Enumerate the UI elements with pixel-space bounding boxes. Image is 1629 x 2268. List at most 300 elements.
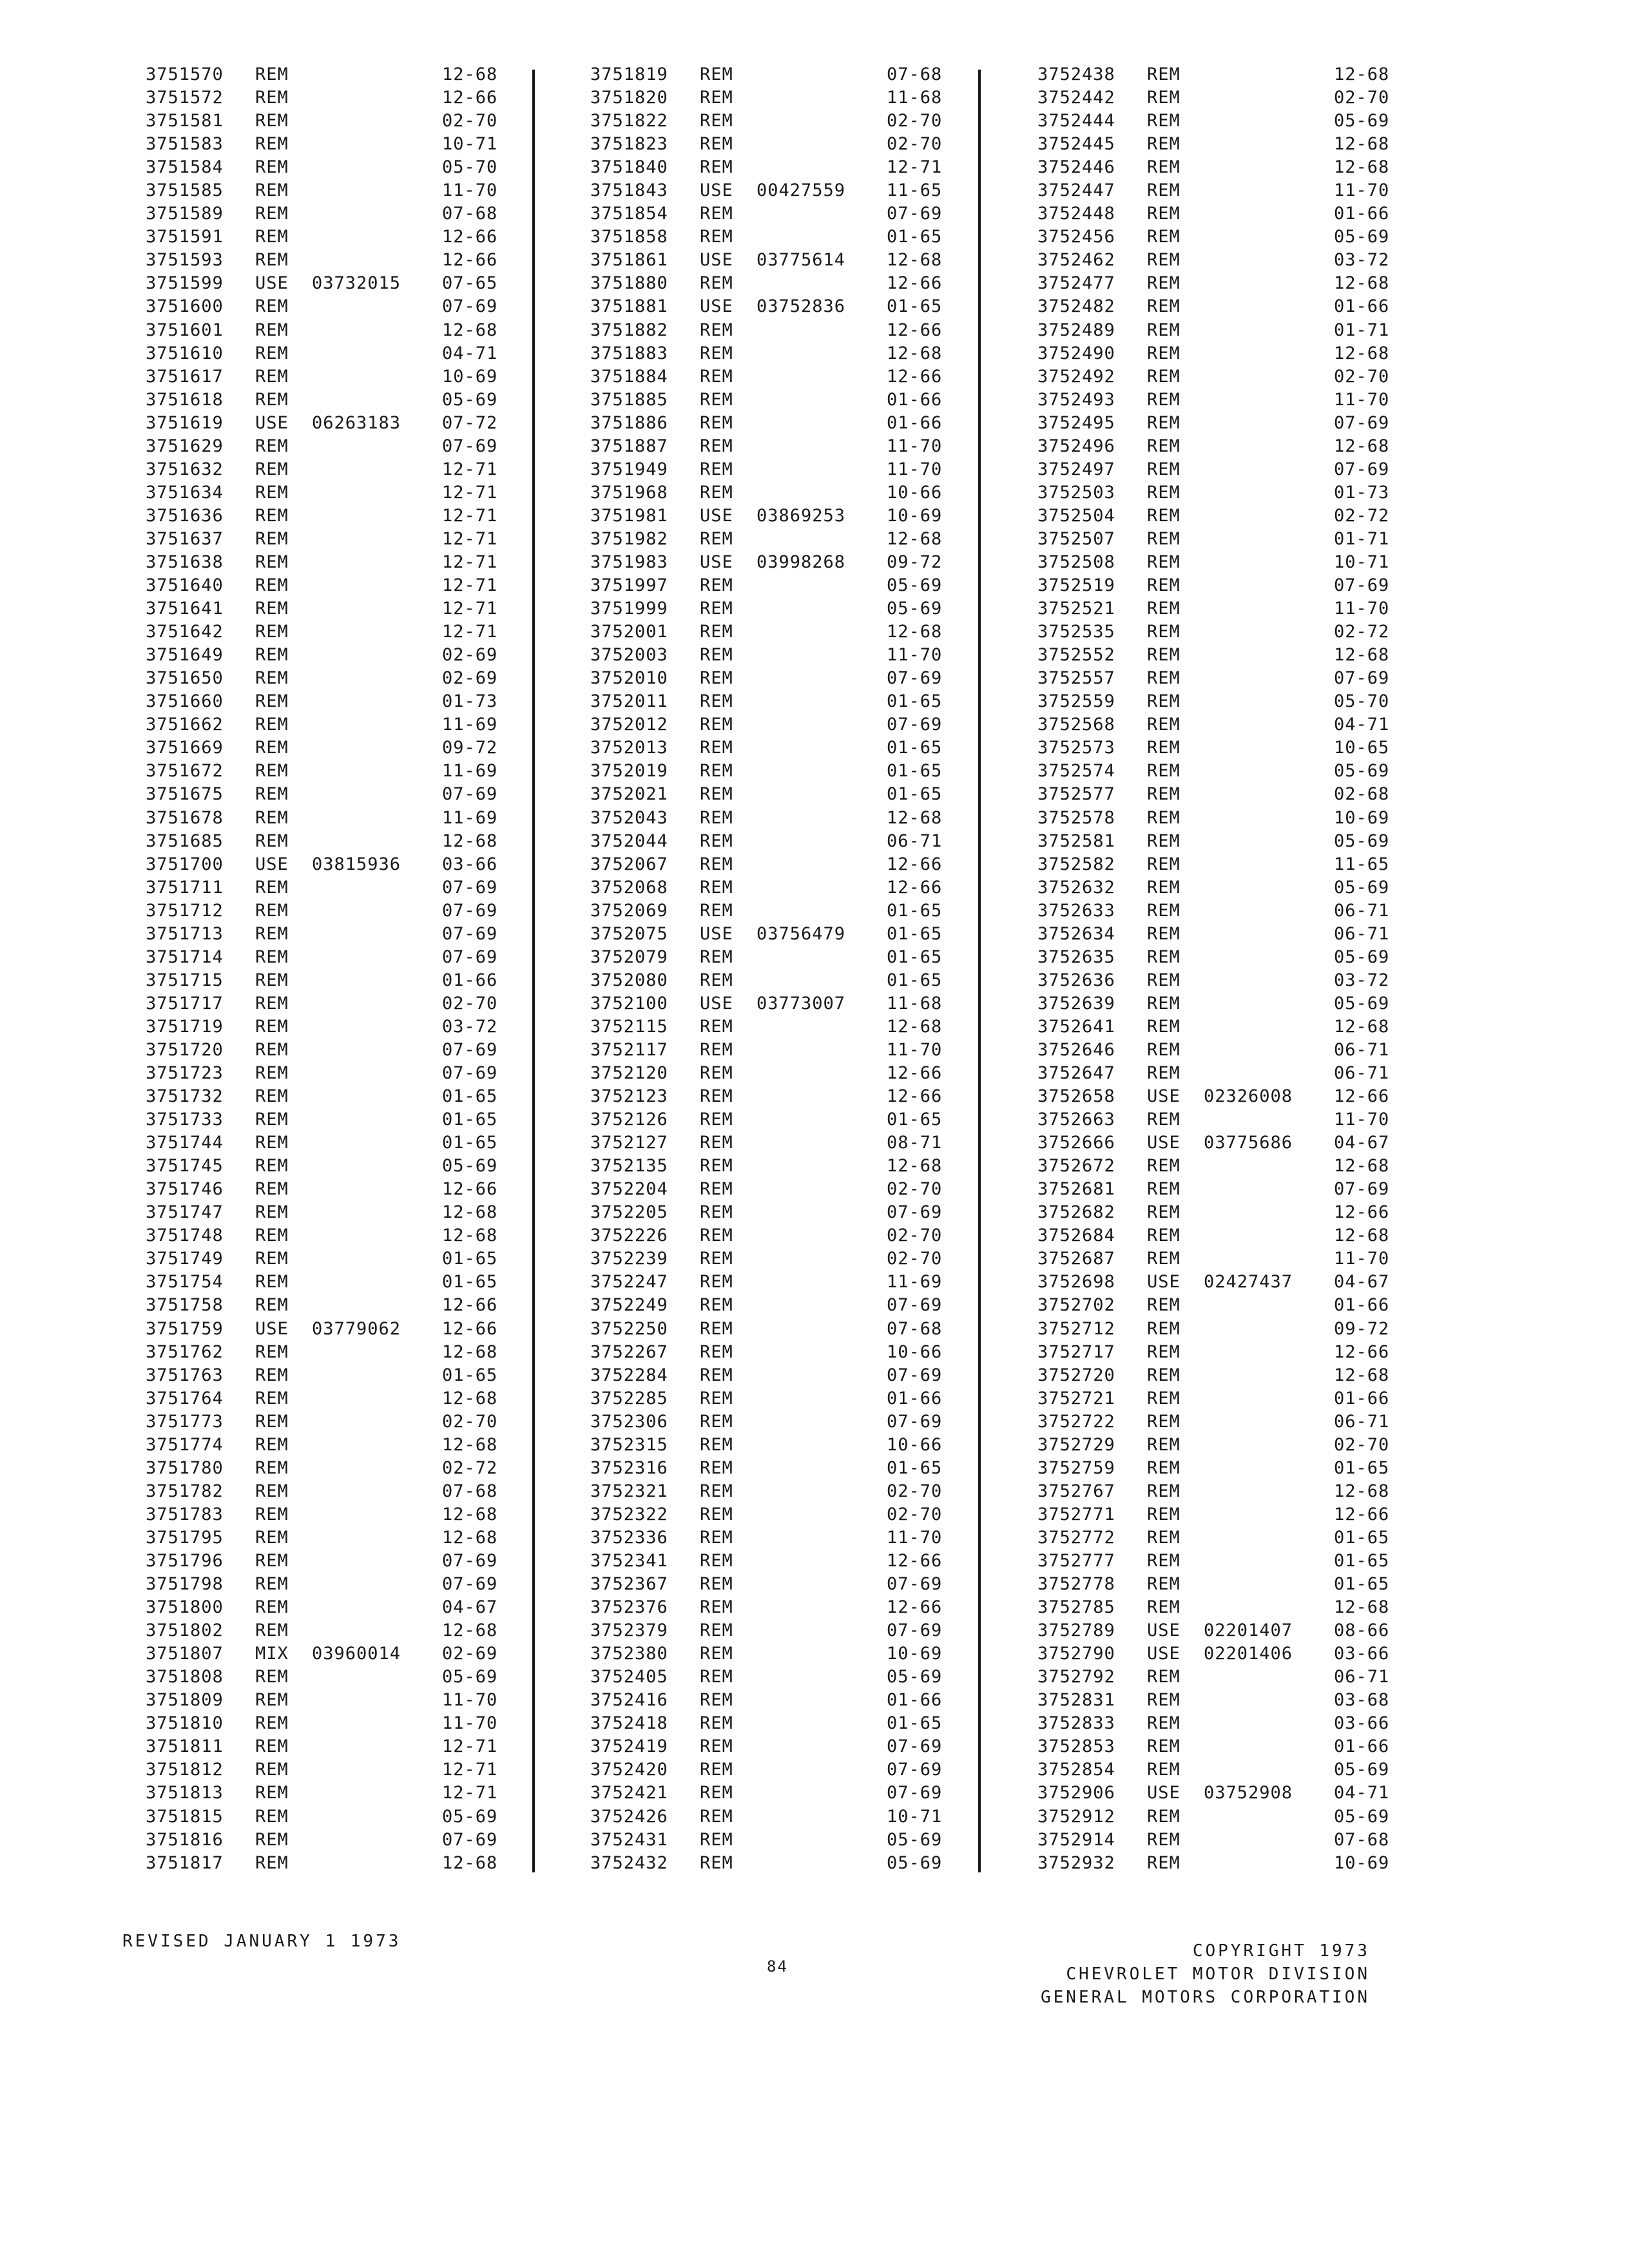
- effective-date: 10-66: [887, 1434, 943, 1455]
- action-code: REM: [255, 1086, 289, 1107]
- effective-date: 05-69: [442, 1667, 498, 1687]
- part-number: 3751581: [146, 111, 224, 131]
- action-code: REM: [1147, 1249, 1181, 1269]
- action-code: REM: [1147, 1202, 1181, 1223]
- part-number: 3751719: [146, 1016, 224, 1037]
- effective-date: 02-70: [1334, 88, 1390, 108]
- parts-column-1: [146, 63, 564, 1875]
- part-number: 3751636: [146, 505, 224, 526]
- parts-row: [1037, 1085, 1456, 1108]
- part-number: 3752204: [590, 1179, 668, 1200]
- action-code: REM: [1147, 180, 1181, 201]
- effective-date: 11-70: [442, 180, 498, 201]
- replacement-part: 03815936: [312, 854, 401, 874]
- parts-row: [1037, 412, 1456, 435]
- effective-date: 11-70: [442, 1713, 498, 1734]
- action-code: REM: [700, 1852, 733, 1873]
- effective-date: 12-66: [887, 1551, 943, 1571]
- parts-row: [1037, 272, 1456, 295]
- parts-row: [590, 713, 1009, 736]
- effective-date: 02-72: [442, 1457, 498, 1478]
- action-code: REM: [700, 1295, 733, 1316]
- parts-row: [590, 1294, 1009, 1317]
- action-code: REM: [255, 923, 289, 944]
- action-code: REM: [700, 1527, 733, 1548]
- part-number: 3751649: [146, 645, 224, 666]
- parts-row: [146, 1062, 564, 1085]
- part-number: 3751638: [146, 552, 224, 572]
- parts-row: [1037, 644, 1456, 667]
- effective-date: 02-69: [442, 1644, 498, 1664]
- parts-row: [1037, 690, 1456, 713]
- action-code: REM: [1147, 738, 1181, 758]
- action-code: REM: [1147, 343, 1181, 363]
- part-number: 3751808: [146, 1667, 224, 1687]
- parts-row: [146, 481, 564, 505]
- action-code: REM: [1147, 645, 1181, 666]
- action-code: USE: [700, 993, 733, 1014]
- part-number: 3752477: [1037, 273, 1115, 294]
- action-code: REM: [1147, 807, 1181, 828]
- parts-row: [146, 202, 564, 226]
- effective-date: 12-68: [887, 622, 943, 642]
- parts-row: [590, 295, 1009, 318]
- action-code: REM: [1147, 784, 1181, 805]
- part-number: 3752636: [1037, 970, 1115, 990]
- parts-row: [1037, 1689, 1456, 1712]
- parts-row: [1037, 551, 1456, 574]
- parts-row: [590, 1201, 1009, 1224]
- effective-date: 02-70: [442, 1411, 498, 1432]
- effective-date: 07-69: [442, 1574, 498, 1595]
- effective-date: 12-68: [887, 1156, 943, 1177]
- effective-date: 05-69: [1334, 227, 1390, 247]
- action-code: REM: [1147, 1179, 1181, 1200]
- part-number: 3752633: [1037, 900, 1115, 921]
- parts-row: [1037, 1410, 1456, 1434]
- effective-date: 03-72: [442, 1016, 498, 1037]
- replacement-part: 03998268: [757, 552, 846, 572]
- action-code: REM: [255, 947, 289, 967]
- effective-date: 01-66: [1334, 204, 1390, 224]
- parts-row: [590, 551, 1009, 574]
- parts-row: [146, 946, 564, 969]
- effective-date: 06-71: [1334, 1667, 1390, 1687]
- action-code: REM: [1147, 1365, 1181, 1385]
- action-code: REM: [255, 343, 289, 363]
- effective-date: 02-72: [1334, 622, 1390, 642]
- action-code: REM: [700, 482, 733, 503]
- parts-row: [1037, 1178, 1456, 1201]
- part-number: 3752632: [1037, 877, 1115, 898]
- effective-date: 01-65: [887, 1713, 943, 1734]
- parts-row: [146, 86, 564, 110]
- action-code: REM: [700, 854, 733, 874]
- action-code: REM: [255, 599, 289, 619]
- effective-date: 11-65: [1334, 854, 1390, 874]
- parts-row: [146, 435, 564, 458]
- parts-row: [590, 1829, 1009, 1852]
- action-code: REM: [1147, 1457, 1181, 1478]
- effective-date: 01-65: [442, 1110, 498, 1130]
- action-code: REM: [255, 691, 289, 712]
- part-number: 3751715: [146, 970, 224, 990]
- action-code: REM: [700, 1644, 733, 1664]
- part-number: 3752932: [1037, 1852, 1115, 1873]
- part-number: 3751754: [146, 1272, 224, 1293]
- parts-row: [146, 1294, 564, 1317]
- part-number: 3752418: [590, 1713, 668, 1734]
- action-code: REM: [700, 1504, 733, 1524]
- part-number: 3752267: [590, 1341, 668, 1362]
- effective-date: 12-66: [442, 227, 498, 247]
- part-number: 3752376: [590, 1597, 668, 1618]
- effective-date: 10-71: [887, 1806, 943, 1827]
- parts-row: [1037, 110, 1456, 133]
- part-number: 3752003: [590, 645, 668, 666]
- action-code: MIX: [255, 1644, 289, 1664]
- action-code: REM: [1147, 1504, 1181, 1524]
- effective-date: 12-71: [442, 552, 498, 572]
- action-code: REM: [700, 1202, 733, 1223]
- part-number: 3752634: [1037, 923, 1115, 944]
- parts-row: [1037, 1108, 1456, 1131]
- part-number: 3752912: [1037, 1806, 1115, 1827]
- action-code: REM: [1147, 947, 1181, 967]
- effective-date: 11-70: [887, 1039, 943, 1060]
- effective-date: 07-69: [1334, 575, 1390, 596]
- action-code: REM: [255, 877, 289, 898]
- parts-row: [1037, 1666, 1456, 1689]
- effective-date: 07-69: [1334, 668, 1390, 689]
- part-number: 3752759: [1037, 1457, 1115, 1478]
- part-number: 3751720: [146, 1039, 224, 1060]
- action-code: REM: [1147, 970, 1181, 990]
- part-number: 3751782: [146, 1481, 224, 1501]
- parts-row: [146, 736, 564, 760]
- effective-date: 01-66: [442, 970, 498, 990]
- parts-row: [590, 760, 1009, 783]
- effective-date: 12-68: [1334, 134, 1390, 155]
- effective-date: 12-66: [887, 1086, 943, 1107]
- action-code: REM: [255, 1202, 289, 1223]
- parts-row: [1037, 1155, 1456, 1178]
- effective-date: 04-67: [1334, 1272, 1390, 1293]
- part-number: 3752681: [1037, 1179, 1115, 1200]
- parts-row: [590, 1247, 1009, 1271]
- parts-row: [1037, 1596, 1456, 1619]
- replacement-part: 03752836: [757, 296, 846, 317]
- part-number: 3752247: [590, 1272, 668, 1293]
- parts-row: [590, 853, 1009, 876]
- action-code: REM: [1147, 1110, 1181, 1130]
- action-code: REM: [700, 1713, 733, 1734]
- parts-row: [590, 1434, 1009, 1457]
- action-code: REM: [1147, 366, 1181, 387]
- effective-date: 07-69: [887, 1736, 943, 1757]
- effective-date: 01-65: [1334, 1457, 1390, 1478]
- parts-row: [1037, 1271, 1456, 1294]
- part-number: 3752722: [1037, 1411, 1115, 1432]
- action-code: REM: [700, 947, 733, 967]
- part-number: 3751732: [146, 1086, 224, 1107]
- action-code: REM: [700, 599, 733, 619]
- part-number: 3752573: [1037, 738, 1115, 758]
- effective-date: 07-69: [442, 1063, 498, 1084]
- parts-row: [590, 1178, 1009, 1201]
- action-code: REM: [255, 622, 289, 642]
- action-code: REM: [700, 1620, 733, 1641]
- effective-date: 05-69: [442, 389, 498, 410]
- parts-row: [590, 1224, 1009, 1247]
- action-code: REM: [1147, 1039, 1181, 1060]
- effective-date: 01-65: [887, 923, 943, 944]
- action-code: REM: [1147, 250, 1181, 271]
- effective-date: 04-71: [442, 343, 498, 363]
- parts-row: [1037, 1573, 1456, 1596]
- part-number: 3752577: [1037, 784, 1115, 805]
- part-number: 3751886: [590, 412, 668, 433]
- effective-date: 05-69: [887, 1829, 943, 1850]
- effective-date: 10-69: [887, 1644, 943, 1664]
- part-number: 3752504: [1037, 505, 1115, 526]
- parts-row: [146, 319, 564, 342]
- parts-row: [1037, 249, 1456, 272]
- part-number: 3752426: [590, 1806, 668, 1827]
- effective-date: 11-70: [1334, 180, 1390, 201]
- action-code: REM: [255, 784, 289, 805]
- part-number: 3752698: [1037, 1272, 1115, 1293]
- action-code: REM: [700, 784, 733, 805]
- effective-date: 11-70: [887, 459, 943, 479]
- action-code: REM: [700, 1667, 733, 1687]
- part-number: 3751585: [146, 180, 224, 201]
- part-number: 3751795: [146, 1527, 224, 1548]
- effective-date: 01-65: [442, 1249, 498, 1269]
- part-number: 3751997: [590, 575, 668, 596]
- effective-date: 10-71: [442, 134, 498, 155]
- parts-row: [1037, 620, 1456, 644]
- part-number: 3752010: [590, 668, 668, 689]
- parts-row: [590, 1039, 1009, 1062]
- action-code: REM: [700, 1133, 733, 1153]
- action-code: REM: [1147, 993, 1181, 1014]
- action-code: REM: [700, 1434, 733, 1455]
- parts-row: [590, 1410, 1009, 1434]
- effective-date: 07-69: [887, 1365, 943, 1385]
- replacement-part: 03960014: [312, 1644, 401, 1664]
- page-number: 84: [767, 1957, 788, 1975]
- parts-row: [146, 923, 564, 946]
- part-number: 3751700: [146, 854, 224, 874]
- effective-date: 12-71: [442, 599, 498, 619]
- parts-row: [1037, 1224, 1456, 1247]
- action-code: REM: [1147, 1063, 1181, 1084]
- part-number: 3751763: [146, 1365, 224, 1385]
- part-number: 3752489: [1037, 320, 1115, 340]
- action-code: REM: [255, 1667, 289, 1687]
- action-code: REM: [255, 1272, 289, 1293]
- effective-date: 05-69: [887, 1852, 943, 1873]
- parts-row: [590, 1758, 1009, 1782]
- parts-row: [146, 1364, 564, 1387]
- effective-date: 07-69: [887, 715, 943, 735]
- part-number: 3752789: [1037, 1620, 1115, 1641]
- parts-row: [1037, 1782, 1456, 1805]
- action-code: REM: [255, 111, 289, 131]
- parts-row: [146, 992, 564, 1015]
- part-number: 3752284: [590, 1365, 668, 1385]
- part-number: 3752069: [590, 900, 668, 921]
- parts-row: [590, 412, 1009, 435]
- parts-row: [1037, 899, 1456, 923]
- part-number: 3751744: [146, 1133, 224, 1153]
- parts-row: [146, 830, 564, 853]
- part-number: 3752666: [1037, 1133, 1115, 1153]
- action-code: REM: [700, 1225, 733, 1246]
- effective-date: 12-68: [442, 1341, 498, 1362]
- effective-date: 02-70: [442, 993, 498, 1014]
- action-code: REM: [255, 1411, 289, 1432]
- effective-date: 07-69: [1334, 459, 1390, 479]
- effective-date: 12-71: [442, 482, 498, 503]
- effective-date: 01-66: [1334, 1388, 1390, 1408]
- part-number: 3751599: [146, 273, 224, 294]
- part-number: 3752448: [1037, 204, 1115, 224]
- part-number: 3751713: [146, 923, 224, 944]
- action-code: REM: [700, 1156, 733, 1177]
- parts-row: [590, 1503, 1009, 1526]
- action-code: REM: [1147, 877, 1181, 898]
- part-number: 3751999: [590, 599, 668, 619]
- part-number: 3752687: [1037, 1249, 1115, 1269]
- action-code: REM: [255, 1225, 289, 1246]
- effective-date: 07-69: [442, 1829, 498, 1850]
- part-number: 3751570: [146, 64, 224, 84]
- effective-date: 06-71: [887, 831, 943, 851]
- part-number: 3751584: [146, 157, 224, 178]
- effective-date: 02-70: [1334, 366, 1390, 387]
- action-code: REM: [255, 1597, 289, 1618]
- parts-row: [590, 597, 1009, 620]
- effective-date: 06-71: [1334, 1411, 1390, 1432]
- part-number: 3752914: [1037, 1829, 1115, 1850]
- action-code: REM: [255, 88, 289, 108]
- parts-row: [590, 1852, 1009, 1875]
- effective-date: 11-70: [442, 1690, 498, 1711]
- parts-row: [1037, 1457, 1456, 1480]
- action-code: REM: [700, 436, 733, 456]
- part-number: 3752367: [590, 1574, 668, 1595]
- part-number: 3752535: [1037, 622, 1115, 642]
- part-number: 3751883: [590, 343, 668, 363]
- action-code: REM: [700, 1039, 733, 1060]
- parts-row: [590, 63, 1009, 86]
- part-number: 3751885: [590, 389, 668, 410]
- action-code: REM: [700, 1365, 733, 1385]
- parts-row: [590, 830, 1009, 853]
- effective-date: 11-68: [887, 993, 943, 1014]
- parts-column-3: [1037, 63, 1456, 1875]
- part-number: 3751802: [146, 1620, 224, 1641]
- effective-date: 07-69: [442, 784, 498, 805]
- action-code: REM: [255, 552, 289, 572]
- parts-row: [590, 876, 1009, 899]
- action-code: USE: [700, 552, 733, 572]
- part-number: 3752521: [1037, 599, 1115, 619]
- action-code: REM: [1147, 111, 1181, 131]
- corporation-line: GENERAL MOTORS CORPORATION: [1041, 1988, 1370, 2007]
- part-number: 3751858: [590, 227, 668, 247]
- action-code: REM: [255, 1783, 289, 1803]
- action-code: REM: [255, 1713, 289, 1734]
- parts-row: [1037, 528, 1456, 551]
- part-number: 3751823: [590, 134, 668, 155]
- action-code: REM: [255, 1156, 289, 1177]
- parts-row: [590, 1596, 1009, 1619]
- effective-date: 05-69: [887, 1667, 943, 1687]
- replacement-part: 00427559: [757, 180, 846, 201]
- action-code: REM: [1147, 505, 1181, 526]
- part-number: 3752720: [1037, 1365, 1115, 1385]
- action-code: REM: [1147, 1527, 1181, 1548]
- action-code: REM: [255, 1110, 289, 1130]
- parts-row: [1037, 1829, 1456, 1852]
- part-number: 3751881: [590, 296, 668, 317]
- part-number: 3751816: [146, 1829, 224, 1850]
- part-number: 3752456: [1037, 227, 1115, 247]
- part-number: 3752013: [590, 738, 668, 758]
- parts-row: [146, 1829, 564, 1852]
- part-number: 3751723: [146, 1063, 224, 1084]
- part-number: 3752684: [1037, 1225, 1115, 1246]
- effective-date: 02-70: [887, 1504, 943, 1524]
- effective-date: 12-71: [442, 1783, 498, 1803]
- part-number: 3752493: [1037, 389, 1115, 410]
- effective-date: 11-68: [887, 88, 943, 108]
- action-code: USE: [700, 505, 733, 526]
- effective-date: 01-66: [1334, 1736, 1390, 1757]
- effective-date: 09-72: [887, 552, 943, 572]
- part-number: 3752574: [1037, 761, 1115, 782]
- part-number: 3752729: [1037, 1434, 1115, 1455]
- action-code: REM: [255, 1249, 289, 1269]
- action-code: REM: [700, 1063, 733, 1084]
- part-number: 3752906: [1037, 1783, 1115, 1803]
- action-code: REM: [700, 1457, 733, 1478]
- action-code: REM: [700, 761, 733, 782]
- action-code: REM: [255, 1039, 289, 1060]
- effective-date: 07-69: [887, 1783, 943, 1803]
- parts-row: [590, 1573, 1009, 1596]
- action-code: REM: [255, 366, 289, 387]
- action-code: REM: [255, 1574, 289, 1595]
- part-number: 3752315: [590, 1434, 668, 1455]
- action-code: REM: [255, 900, 289, 921]
- part-number: 3752416: [590, 1690, 668, 1711]
- action-code: REM: [255, 575, 289, 596]
- action-code: REM: [255, 250, 289, 271]
- action-code: REM: [255, 157, 289, 178]
- effective-date: 03-68: [1334, 1690, 1390, 1711]
- action-code: REM: [255, 134, 289, 155]
- part-number: 3751733: [146, 1110, 224, 1130]
- parts-row: [146, 1689, 564, 1712]
- parts-row: [1037, 226, 1456, 249]
- part-number: 3751660: [146, 691, 224, 712]
- part-number: 3751783: [146, 1504, 224, 1524]
- effective-date: 07-65: [442, 273, 498, 294]
